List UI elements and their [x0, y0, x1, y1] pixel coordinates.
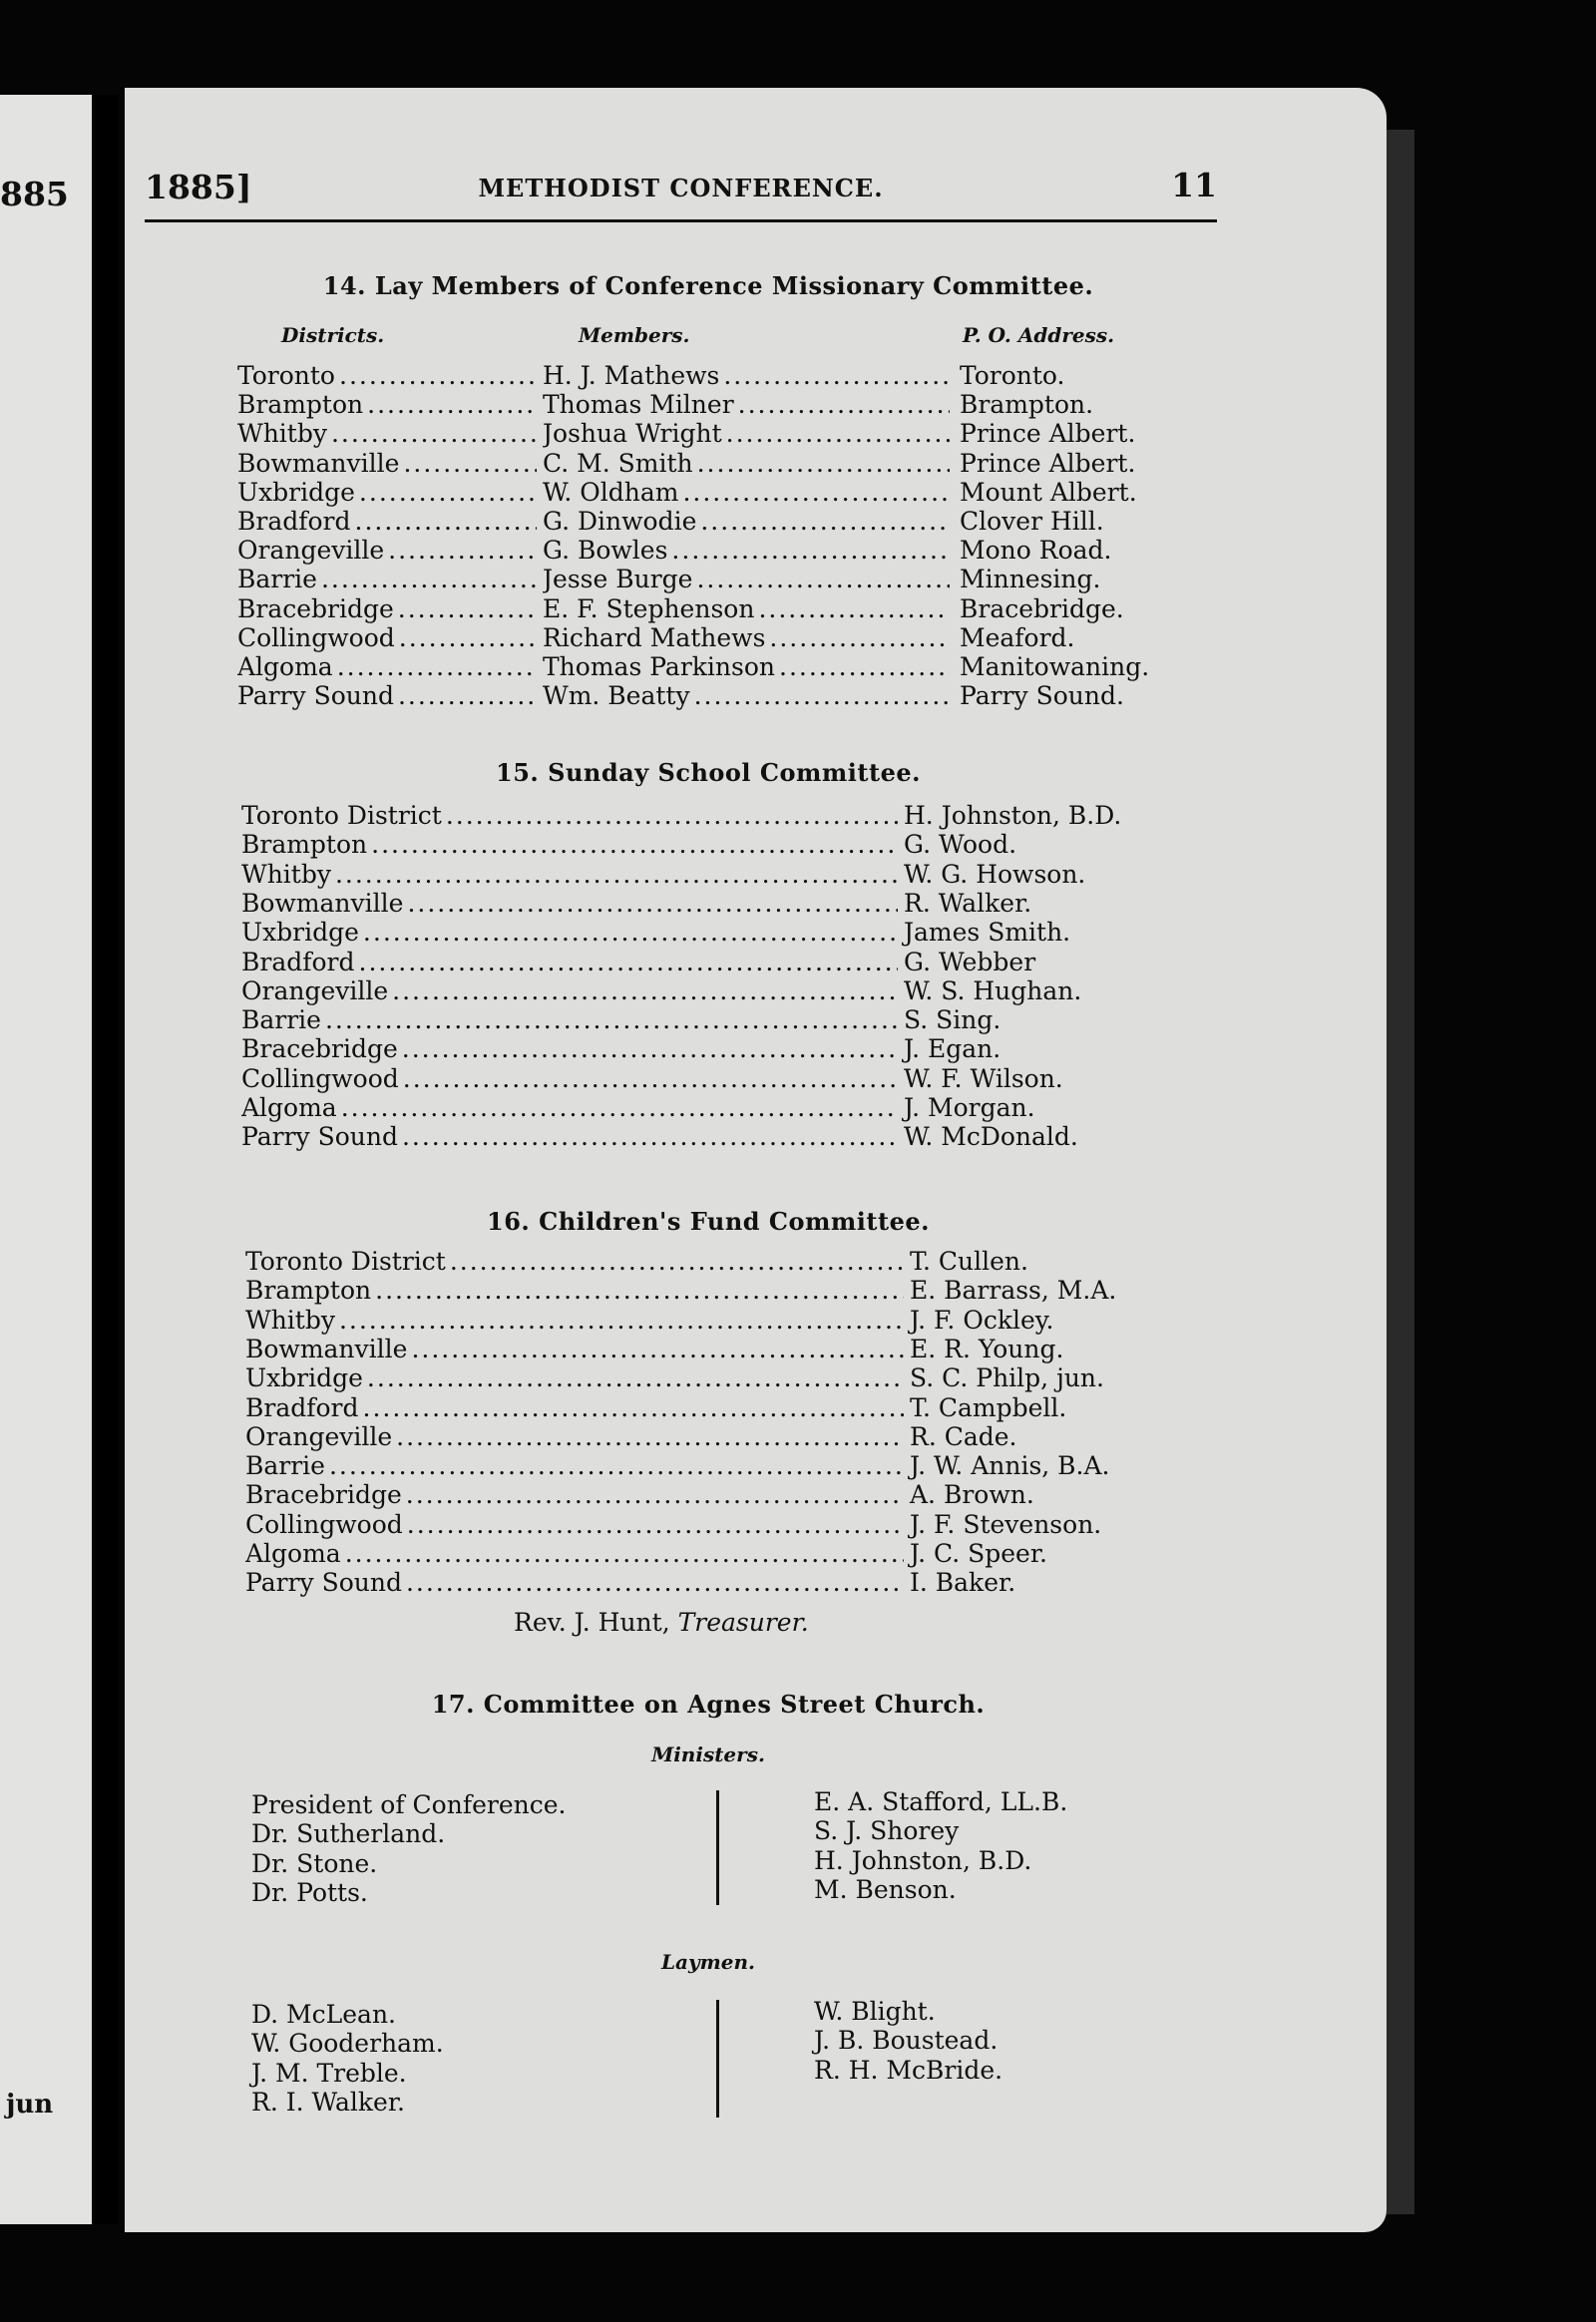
district-cell	[245, 1335, 904, 1363]
address-cell: Parry Sound.	[960, 681, 1124, 710]
member-name: R. Walker.	[902, 889, 1203, 918]
district-cell	[237, 652, 537, 681]
member-cell	[543, 449, 950, 478]
member-name: J. Morgan.	[902, 1093, 1203, 1122]
table-row	[241, 1093, 1159, 1122]
member-cell	[543, 390, 950, 419]
section-17-title: 17. Committee on Agnes Street Church.	[431, 1690, 986, 1719]
district-name: Whitby	[241, 860, 335, 889]
gutter-rule	[95, 95, 119, 2224]
member-name: W. McDonald.	[902, 1122, 1203, 1151]
table-row	[241, 948, 1159, 976]
member-name: T. Campbell.	[908, 1393, 1209, 1422]
district-cell	[245, 1276, 904, 1305]
table-row	[241, 918, 1159, 947]
member-name: W. Oldham	[543, 478, 682, 507]
member-cell	[543, 536, 950, 565]
header-year: 1885]	[145, 168, 252, 206]
member-name: W. G. Howson.	[902, 860, 1203, 889]
member-cell	[543, 652, 950, 681]
table-row	[237, 507, 1155, 536]
member-name: Thomas Milner	[543, 390, 738, 419]
district-cell	[245, 1306, 904, 1335]
address-cell: Minnesing.	[960, 565, 1101, 593]
district-cell	[237, 594, 537, 623]
section-15-title: 15. Sunday School Committee.	[496, 758, 921, 787]
minister-name: Dr. Potts.	[251, 1878, 368, 1907]
member-name: J. Egan.	[902, 1034, 1203, 1063]
district-name: Algoma	[237, 652, 337, 681]
district-cell	[237, 536, 537, 565]
section-16-title: 16. Children's Fund Committee.	[487, 1207, 930, 1236]
minister-name: H. Johnston, B.D.	[814, 1846, 1032, 1875]
district-cell	[237, 565, 537, 593]
minister-name: President of Conference.	[251, 1790, 567, 1819]
member-name: H. Johnston, B.D.	[902, 801, 1203, 830]
district-name: Whitby	[245, 1306, 339, 1335]
district-cell	[245, 1422, 904, 1451]
laymen-divider	[716, 2000, 719, 2118]
district-name: Collingwood	[237, 623, 399, 652]
district-cell	[237, 681, 537, 710]
member-name: I. Baker.	[908, 1568, 1209, 1597]
district-cell	[237, 449, 537, 478]
table-row	[245, 1480, 1163, 1509]
member-name: E. Barrass, M.A.	[908, 1276, 1209, 1305]
member-name: G. Bowles	[543, 536, 671, 565]
member-cell	[543, 565, 950, 593]
table-row	[245, 1393, 1163, 1422]
column-header-members: Members.	[579, 323, 690, 347]
district-cell	[245, 1568, 904, 1597]
district-cell	[245, 1510, 904, 1539]
district-cell	[241, 976, 898, 1005]
member-name: G. Wood.	[902, 830, 1203, 859]
address-cell: Manitowaning.	[960, 652, 1150, 681]
member-name: W. S. Hughan.	[902, 976, 1203, 1005]
district-cell	[241, 860, 898, 889]
ministers-divider	[716, 1790, 719, 1905]
table-row	[237, 594, 1155, 623]
member-cell	[543, 681, 950, 710]
district-name: Uxbridge	[237, 478, 359, 507]
member-name: J. W. Annis, B.A.	[908, 1451, 1209, 1480]
district-cell	[237, 390, 537, 419]
member-name: C. M. Smith	[543, 449, 697, 478]
member-name: J. F. Ockley.	[908, 1306, 1209, 1335]
member-name: Joshua Wright	[543, 419, 726, 448]
district-name: Bowmanville	[237, 449, 403, 478]
district-name: Uxbridge	[245, 1363, 367, 1392]
district-name: Bradford	[237, 507, 355, 536]
minister-name: S. J. Shorey	[814, 1816, 960, 1845]
member-name: E. R. Young.	[908, 1335, 1209, 1363]
member-cell	[543, 594, 950, 623]
district-cell	[245, 1247, 904, 1276]
treasurer-name: Rev. J. Hunt,	[514, 1608, 670, 1637]
district-name: Toronto	[237, 361, 339, 390]
table-row	[237, 390, 1155, 419]
treasurer-line	[514, 1608, 809, 1637]
district-cell	[237, 478, 537, 507]
member-name: W. F. Wilson.	[902, 1064, 1203, 1093]
district-name: Brampton	[237, 390, 367, 419]
column-header-districts: Districts.	[281, 323, 385, 347]
district-cell	[241, 948, 898, 976]
table-row	[237, 361, 1155, 390]
page-number: 11	[1171, 166, 1217, 204]
table-row	[245, 1247, 1163, 1276]
table-row	[237, 478, 1155, 507]
member-cell	[543, 623, 950, 652]
layman-name: R. H. McBride.	[814, 2056, 1003, 2085]
member-name: Wm. Beatty	[543, 681, 694, 710]
layman-name: D. McLean.	[251, 2000, 396, 2029]
left-page-bottom-text: jun	[6, 2090, 54, 2120]
member-name: Jesse Burge	[543, 565, 696, 593]
member-name: E. F. Stephenson	[543, 594, 758, 623]
address-cell: Bracebridge.	[960, 594, 1124, 623]
district-name: Bowmanville	[245, 1335, 411, 1363]
district-name: Toronto District	[245, 1247, 450, 1276]
district-name: Barrie	[241, 1005, 325, 1034]
district-cell	[241, 1064, 898, 1093]
district-name: Whitby	[237, 419, 331, 448]
district-cell	[241, 918, 898, 947]
district-cell	[241, 1034, 898, 1063]
district-name: Algoma	[241, 1093, 341, 1122]
laymen-heading: Laymen.	[660, 1950, 756, 1974]
table-row	[241, 976, 1159, 1005]
table-row	[241, 830, 1159, 859]
layman-name: W. Gooderham.	[251, 2029, 444, 2058]
district-cell	[245, 1539, 904, 1568]
member-name: J. F. Stevenson.	[908, 1510, 1209, 1539]
member-name: J. C. Speer.	[908, 1539, 1209, 1568]
district-name: Brampton	[241, 830, 371, 859]
member-name: Thomas Parkinson	[543, 652, 779, 681]
district-cell	[237, 623, 537, 652]
member-name: Richard Mathews	[543, 623, 769, 652]
district-cell	[237, 419, 537, 448]
address-cell: Mono Road.	[960, 536, 1112, 565]
left-page-sliver	[0, 95, 92, 2224]
treasurer-role: Treasurer.	[677, 1608, 809, 1637]
address-cell: Toronto.	[960, 361, 1065, 390]
address-cell: Meaford.	[960, 623, 1075, 652]
member-name: James Smith.	[902, 918, 1203, 947]
table-row	[241, 860, 1159, 889]
district-name: Bowmanville	[241, 889, 407, 918]
table-row	[237, 565, 1155, 593]
district-name: Brampton	[245, 1276, 375, 1305]
member-name: T. Cullen.	[908, 1247, 1209, 1276]
section-14-title: 14. Lay Members of Conference Missionary Committee.	[322, 271, 1094, 300]
member-name: A. Brown.	[908, 1480, 1209, 1509]
table-row	[241, 1064, 1159, 1093]
district-name: Collingwood	[245, 1510, 407, 1539]
member-name: R. Cade.	[908, 1422, 1209, 1451]
layman-name: R. I. Walker.	[251, 2088, 406, 2117]
address-cell: Prince Albert.	[960, 449, 1136, 478]
minister-name: Dr. Stone.	[251, 1849, 378, 1878]
address-cell: Clover Hill.	[960, 507, 1104, 536]
district-cell	[241, 1122, 898, 1151]
district-cell	[245, 1363, 904, 1392]
district-name: Bracebridge	[245, 1480, 406, 1509]
page-block-edge	[1387, 130, 1414, 2214]
member-name: S. C. Philp, jun.	[908, 1363, 1209, 1392]
district-name: Parry Sound	[237, 681, 398, 710]
member-name: S. Sing.	[902, 1005, 1203, 1034]
district-name: Bradford	[245, 1393, 363, 1422]
table-row	[237, 652, 1155, 681]
member-name: G. Webber	[902, 948, 1203, 976]
district-cell	[241, 830, 898, 859]
district-name: Barrie	[245, 1451, 329, 1480]
member-name: G. Dinwodie	[543, 507, 700, 536]
table-row	[237, 449, 1155, 478]
district-name: Toronto District	[241, 801, 446, 830]
table-row	[241, 889, 1159, 918]
address-cell: Brampton.	[960, 390, 1094, 419]
district-cell	[241, 1005, 898, 1034]
district-name: Orangeville	[237, 536, 388, 565]
table-row	[245, 1276, 1163, 1305]
table-row	[237, 623, 1155, 652]
minister-name: Dr. Sutherland.	[251, 1819, 446, 1848]
district-name: Barrie	[237, 565, 321, 593]
layman-name: J. B. Boustead.	[814, 2026, 998, 2055]
member-cell	[543, 478, 950, 507]
left-page-year: 885	[0, 175, 69, 213]
table-row	[241, 1034, 1159, 1063]
district-name: Bradford	[241, 948, 359, 976]
member-cell	[543, 507, 950, 536]
ministers-heading: Ministers.	[651, 1742, 765, 1766]
district-cell	[237, 507, 537, 536]
member-cell	[543, 419, 950, 448]
district-name: Parry Sound	[241, 1122, 402, 1151]
district-cell	[245, 1480, 904, 1509]
district-name: Uxbridge	[241, 918, 363, 947]
district-cell	[241, 889, 898, 918]
district-cell	[241, 801, 898, 830]
district-cell	[237, 361, 537, 390]
table-row	[245, 1306, 1163, 1335]
layman-name: J. M. Treble.	[251, 2059, 407, 2088]
minister-name: M. Benson.	[814, 1875, 957, 1904]
district-name: Parry Sound	[245, 1568, 406, 1597]
table-row	[245, 1510, 1163, 1539]
district-cell	[241, 1093, 898, 1122]
district-name: Bracebridge	[237, 594, 398, 623]
table-row	[237, 536, 1155, 565]
district-name: Bracebridge	[241, 1034, 402, 1063]
table-row	[241, 1122, 1159, 1151]
table-row	[237, 681, 1155, 710]
member-cell	[543, 361, 950, 390]
district-cell	[245, 1451, 904, 1480]
district-name: Orangeville	[245, 1422, 396, 1451]
minister-name: E. A. Stafford, LL.B.	[814, 1787, 1068, 1816]
table-row	[245, 1363, 1163, 1392]
table-row	[241, 1005, 1159, 1034]
header-title: METHODIST CONFERENCE.	[478, 174, 884, 202]
table-row	[241, 801, 1159, 830]
district-name: Collingwood	[241, 1064, 403, 1093]
table-row	[245, 1335, 1163, 1363]
address-cell: Prince Albert.	[960, 419, 1136, 448]
address-cell: Mount Albert.	[960, 478, 1137, 507]
table-row	[245, 1422, 1163, 1451]
table-row	[245, 1539, 1163, 1568]
district-cell	[245, 1393, 904, 1422]
member-name: H. J. Mathews	[543, 361, 723, 390]
table-row	[245, 1568, 1163, 1597]
table-row	[237, 419, 1155, 448]
district-name: Orangeville	[241, 976, 392, 1005]
table-row	[245, 1451, 1163, 1480]
district-name: Algoma	[245, 1539, 345, 1568]
running-header	[145, 168, 1217, 222]
layman-name: W. Blight.	[814, 1997, 936, 2026]
column-header-address: P. O. Address.	[963, 323, 1115, 347]
